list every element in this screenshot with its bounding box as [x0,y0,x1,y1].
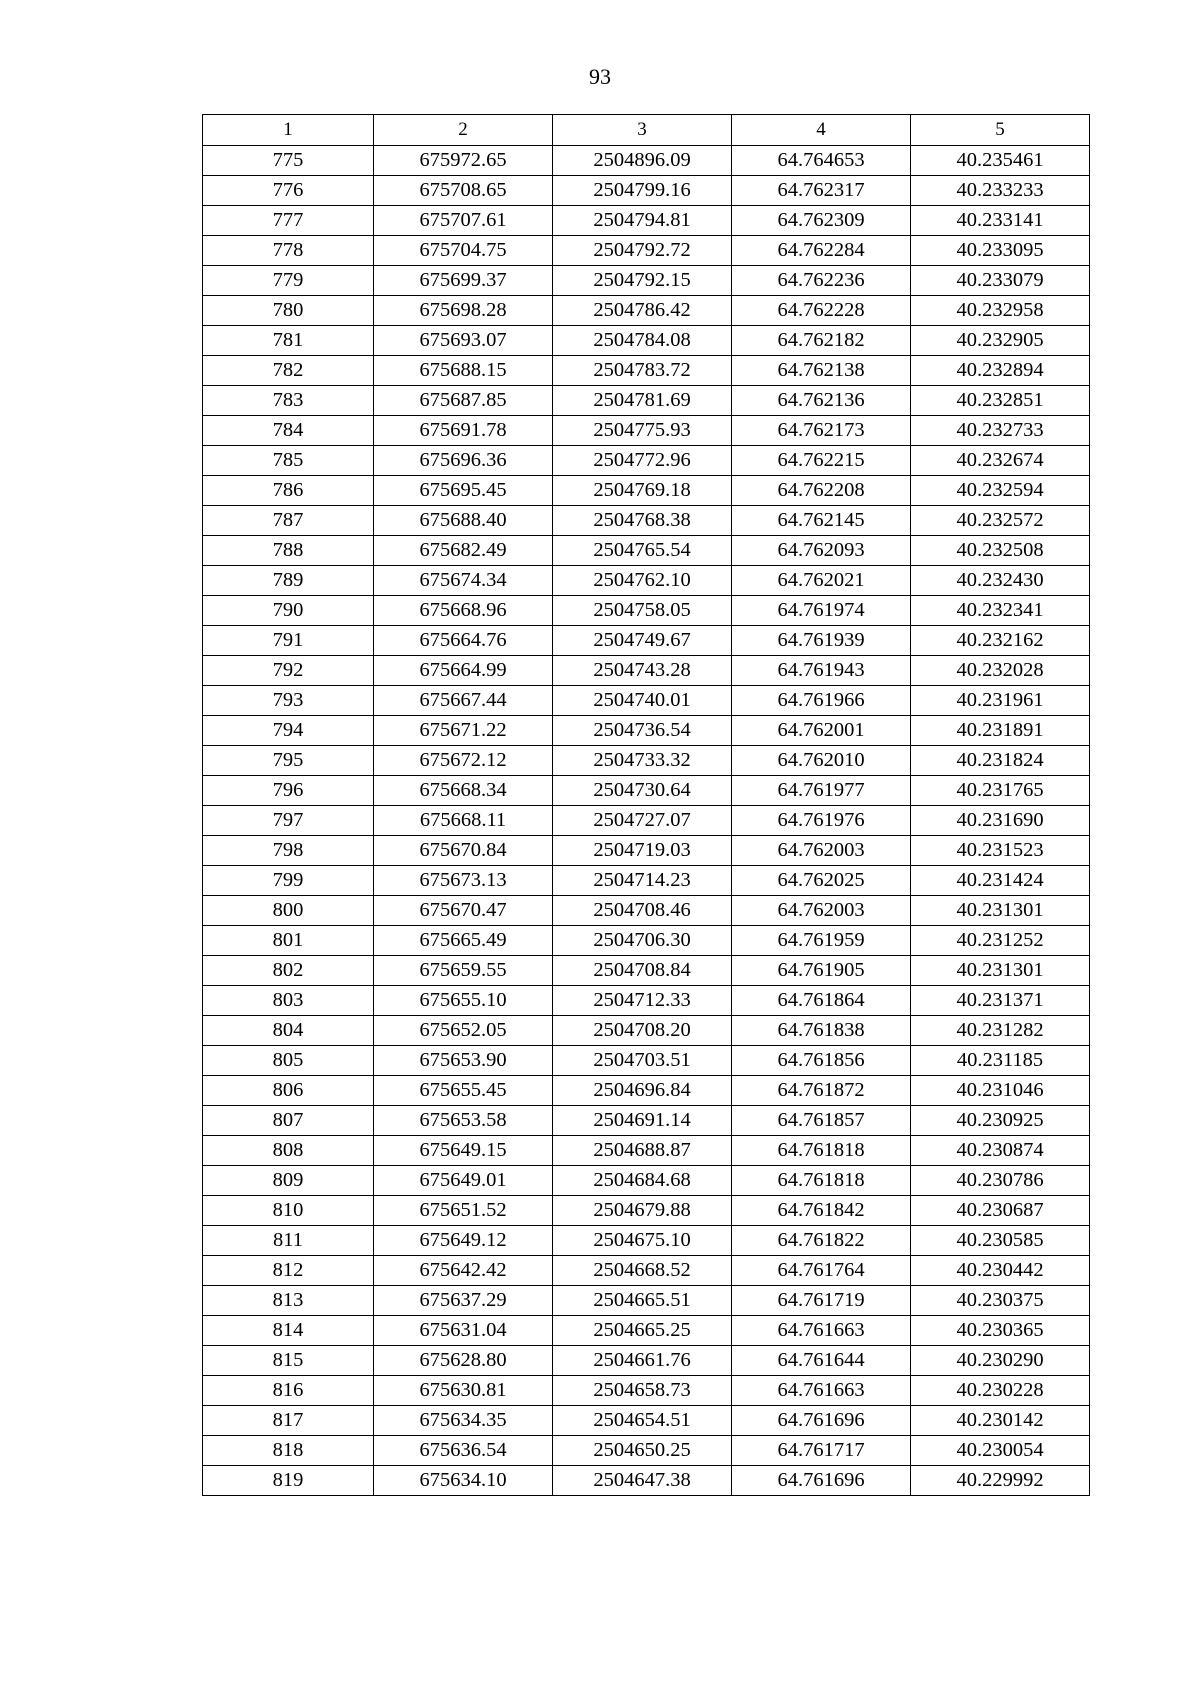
point-number-cell: 814 [203,1316,374,1346]
longitude-cell: 40.231523 [911,836,1090,866]
point-number-cell: 780 [203,296,374,326]
y-coordinate-cell: 2504736.54 [553,716,732,746]
table-row [203,446,1090,476]
table-row [203,866,1090,896]
y-coordinate-cell: 2504743.28 [553,656,732,686]
x-coordinate-cell: 675682.49 [374,536,553,566]
longitude-cell: 40.231282 [911,1016,1090,1046]
latitude-cell: 64.761856 [732,1046,911,1076]
x-coordinate-cell: 675655.10 [374,986,553,1016]
latitude-cell: 64.761959 [732,926,911,956]
point-number-cell: 782 [203,356,374,386]
point-number-cell: 818 [203,1436,374,1466]
point-number-cell: 781 [203,326,374,356]
latitude-cell: 64.761966 [732,686,911,716]
y-coordinate-cell: 2504708.84 [553,956,732,986]
latitude-cell: 64.762138 [732,356,911,386]
point-number-cell: 792 [203,656,374,686]
point-number-cell: 784 [203,416,374,446]
x-coordinate-cell: 675698.28 [374,296,553,326]
x-coordinate-cell: 675655.45 [374,1076,553,1106]
y-coordinate-cell: 2504696.84 [553,1076,732,1106]
latitude-cell: 64.762001 [732,716,911,746]
table-row [203,926,1090,956]
x-coordinate-cell: 675670.84 [374,836,553,866]
latitude-cell: 64.761838 [732,1016,911,1046]
x-coordinate-cell: 675651.52 [374,1196,553,1226]
point-number-cell: 805 [203,1046,374,1076]
x-coordinate-cell: 675665.49 [374,926,553,956]
longitude-cell: 40.231765 [911,776,1090,806]
table-row [203,626,1090,656]
longitude-cell: 40.233095 [911,236,1090,266]
x-coordinate-cell: 675630.81 [374,1376,553,1406]
point-number-cell: 791 [203,626,374,656]
point-number-cell: 811 [203,1226,374,1256]
longitude-cell: 40.232028 [911,656,1090,686]
x-coordinate-cell: 675674.34 [374,566,553,596]
x-coordinate-cell: 675659.55 [374,956,553,986]
y-coordinate-cell: 2504661.76 [553,1346,732,1376]
y-coordinate-cell: 2504658.73 [553,1376,732,1406]
y-coordinate-cell: 2504799.16 [553,176,732,206]
longitude-cell: 40.230054 [911,1436,1090,1466]
latitude-cell: 64.762010 [732,746,911,776]
x-coordinate-cell: 675664.76 [374,626,553,656]
y-coordinate-cell: 2504768.38 [553,506,732,536]
y-coordinate-cell: 2504719.03 [553,836,732,866]
y-coordinate-cell: 2504775.93 [553,416,732,446]
latitude-cell: 64.761857 [732,1106,911,1136]
x-coordinate-cell: 675649.15 [374,1136,553,1166]
x-coordinate-cell: 675708.65 [374,176,553,206]
x-coordinate-cell: 675628.80 [374,1346,553,1376]
point-number-cell: 803 [203,986,374,1016]
table-row [203,1046,1090,1076]
x-coordinate-cell: 675653.58 [374,1106,553,1136]
x-coordinate-cell: 675704.75 [374,236,553,266]
table-header [203,115,1090,146]
longitude-cell: 40.232851 [911,386,1090,416]
x-coordinate-cell: 675668.34 [374,776,553,806]
table-row [203,416,1090,446]
longitude-cell: 40.230442 [911,1256,1090,1286]
point-number-cell: 789 [203,566,374,596]
point-number-cell: 785 [203,446,374,476]
point-number-cell: 800 [203,896,374,926]
table-row [203,986,1090,1016]
column-header-5: 5 [911,115,1090,146]
x-coordinate-cell: 675649.12 [374,1226,553,1256]
y-coordinate-cell: 2504781.69 [553,386,732,416]
latitude-cell: 64.761663 [732,1376,911,1406]
x-coordinate-cell: 675642.42 [374,1256,553,1286]
y-coordinate-cell: 2504783.72 [553,356,732,386]
longitude-cell: 40.231690 [911,806,1090,836]
latitude-cell: 64.762003 [732,836,911,866]
longitude-cell: 40.231824 [911,746,1090,776]
latitude-cell: 64.761822 [732,1226,911,1256]
longitude-cell: 40.232508 [911,536,1090,566]
longitude-cell: 40.232733 [911,416,1090,446]
table-row [203,1346,1090,1376]
x-coordinate-cell: 675687.85 [374,386,553,416]
latitude-cell: 64.762228 [732,296,911,326]
y-coordinate-cell: 2504712.33 [553,986,732,1016]
x-coordinate-cell: 675670.47 [374,896,553,926]
point-number-cell: 813 [203,1286,374,1316]
x-coordinate-cell: 675672.12 [374,746,553,776]
table-row [203,1226,1090,1256]
table-row [203,506,1090,536]
longitude-cell: 40.230585 [911,1226,1090,1256]
longitude-cell: 40.231185 [911,1046,1090,1076]
y-coordinate-cell: 2504749.67 [553,626,732,656]
table-row [203,566,1090,596]
point-number-cell: 777 [203,206,374,236]
latitude-cell: 64.761764 [732,1256,911,1286]
point-number-cell: 812 [203,1256,374,1286]
x-coordinate-cell: 675972.65 [374,146,553,176]
longitude-cell: 40.231046 [911,1076,1090,1106]
y-coordinate-cell: 2504688.87 [553,1136,732,1166]
latitude-cell: 64.761696 [732,1406,911,1436]
point-number-cell: 790 [203,596,374,626]
longitude-cell: 40.231891 [911,716,1090,746]
point-number-cell: 807 [203,1106,374,1136]
latitude-cell: 64.762236 [732,266,911,296]
x-coordinate-cell: 675664.99 [374,656,553,686]
longitude-cell: 40.231424 [911,866,1090,896]
column-header-4: 4 [732,115,911,146]
latitude-cell: 64.761818 [732,1136,911,1166]
y-coordinate-cell: 2504675.10 [553,1226,732,1256]
y-coordinate-cell: 2504786.42 [553,296,732,326]
y-coordinate-cell: 2504794.81 [553,206,732,236]
table-row [203,1316,1090,1346]
column-header-3: 3 [553,115,732,146]
latitude-cell: 64.762317 [732,176,911,206]
x-coordinate-cell: 675667.44 [374,686,553,716]
longitude-cell: 40.230290 [911,1346,1090,1376]
table-row [203,896,1090,926]
y-coordinate-cell: 2504792.72 [553,236,732,266]
latitude-cell: 64.761663 [732,1316,911,1346]
y-coordinate-cell: 2504691.14 [553,1106,732,1136]
longitude-cell: 40.229992 [911,1466,1090,1496]
latitude-cell: 64.761644 [732,1346,911,1376]
header-row [203,115,1090,146]
latitude-cell: 64.762025 [732,866,911,896]
y-coordinate-cell: 2504650.25 [553,1436,732,1466]
point-number-cell: 795 [203,746,374,776]
y-coordinate-cell: 2504679.88 [553,1196,732,1226]
point-number-cell: 817 [203,1406,374,1436]
point-number-cell: 776 [203,176,374,206]
y-coordinate-cell: 2504708.46 [553,896,732,926]
x-coordinate-cell: 675636.54 [374,1436,553,1466]
point-number-cell: 775 [203,146,374,176]
column-header-1: 1 [203,115,374,146]
x-coordinate-cell: 675668.11 [374,806,553,836]
table-row [203,206,1090,236]
table-row [203,146,1090,176]
table-row [203,1166,1090,1196]
point-number-cell: 815 [203,1346,374,1376]
table-row [203,776,1090,806]
table-row [203,386,1090,416]
latitude-cell: 64.762173 [732,416,911,446]
column-header-2: 2 [374,115,553,146]
longitude-cell: 40.233079 [911,266,1090,296]
x-coordinate-cell: 675695.45 [374,476,553,506]
longitude-cell: 40.231961 [911,686,1090,716]
point-number-cell: 810 [203,1196,374,1226]
table-row [203,1076,1090,1106]
point-number-cell: 801 [203,926,374,956]
table-row [203,296,1090,326]
x-coordinate-cell: 675634.35 [374,1406,553,1436]
y-coordinate-cell: 2504714.23 [553,866,732,896]
x-coordinate-cell: 675668.96 [374,596,553,626]
y-coordinate-cell: 2504792.15 [553,266,732,296]
table-row [203,1436,1090,1466]
latitude-cell: 64.761974 [732,596,911,626]
longitude-cell: 40.232430 [911,566,1090,596]
y-coordinate-cell: 2504733.32 [553,746,732,776]
latitude-cell: 64.761939 [732,626,911,656]
point-number-cell: 786 [203,476,374,506]
y-coordinate-cell: 2504668.52 [553,1256,732,1286]
point-number-cell: 799 [203,866,374,896]
y-coordinate-cell: 2504765.54 [553,536,732,566]
latitude-cell: 64.761864 [732,986,911,1016]
table-row [203,356,1090,386]
longitude-cell: 40.232341 [911,596,1090,626]
latitude-cell: 64.762182 [732,326,911,356]
y-coordinate-cell: 2504654.51 [553,1406,732,1436]
point-number-cell: 796 [203,776,374,806]
point-number-cell: 797 [203,806,374,836]
point-number-cell: 809 [203,1166,374,1196]
x-coordinate-cell: 675696.36 [374,446,553,476]
y-coordinate-cell: 2504647.38 [553,1466,732,1496]
table-row [203,236,1090,266]
table-row [203,1016,1090,1046]
y-coordinate-cell: 2504896.09 [553,146,732,176]
latitude-cell: 64.762309 [732,206,911,236]
latitude-cell: 64.761818 [732,1166,911,1196]
latitude-cell: 64.762136 [732,386,911,416]
longitude-cell: 40.233141 [911,206,1090,236]
table-row [203,716,1090,746]
y-coordinate-cell: 2504730.64 [553,776,732,806]
longitude-cell: 40.231371 [911,986,1090,1016]
x-coordinate-cell: 675652.05 [374,1016,553,1046]
x-coordinate-cell: 675637.29 [374,1286,553,1316]
table-row [203,1136,1090,1166]
longitude-cell: 40.232674 [911,446,1090,476]
table-row [203,746,1090,776]
y-coordinate-cell: 2504706.30 [553,926,732,956]
longitude-cell: 40.232572 [911,506,1090,536]
point-number-cell: 788 [203,536,374,566]
x-coordinate-cell: 675673.13 [374,866,553,896]
point-number-cell: 778 [203,236,374,266]
x-coordinate-cell: 675631.04 [374,1316,553,1346]
table-row [203,326,1090,356]
longitude-cell: 40.230687 [911,1196,1090,1226]
longitude-cell: 40.231252 [911,926,1090,956]
table-row [203,476,1090,506]
point-number-cell: 793 [203,686,374,716]
latitude-cell: 64.762208 [732,476,911,506]
latitude-cell: 64.764653 [732,146,911,176]
latitude-cell: 64.761842 [732,1196,911,1226]
x-coordinate-cell: 675688.40 [374,506,553,536]
latitude-cell: 64.762145 [732,506,911,536]
latitude-cell: 64.762284 [732,236,911,266]
point-number-cell: 783 [203,386,374,416]
point-number-cell: 779 [203,266,374,296]
longitude-cell: 40.230365 [911,1316,1090,1346]
x-coordinate-cell: 675634.10 [374,1466,553,1496]
y-coordinate-cell: 2504762.10 [553,566,732,596]
latitude-cell: 64.761977 [732,776,911,806]
latitude-cell: 64.761872 [732,1076,911,1106]
x-coordinate-cell: 675699.37 [374,266,553,296]
longitude-cell: 40.230142 [911,1406,1090,1436]
point-number-cell: 806 [203,1076,374,1106]
y-coordinate-cell: 2504684.68 [553,1166,732,1196]
table-row [203,1286,1090,1316]
x-coordinate-cell: 675691.78 [374,416,553,446]
longitude-cell: 40.233233 [911,176,1090,206]
y-coordinate-cell: 2504740.01 [553,686,732,716]
x-coordinate-cell: 675707.61 [374,206,553,236]
x-coordinate-cell: 675653.90 [374,1046,553,1076]
y-coordinate-cell: 2504665.25 [553,1316,732,1346]
table-row [203,266,1090,296]
table-row [203,1256,1090,1286]
longitude-cell: 40.230874 [911,1136,1090,1166]
latitude-cell: 64.761976 [732,806,911,836]
latitude-cell: 64.761717 [732,1436,911,1466]
latitude-cell: 64.762021 [732,566,911,596]
longitude-cell: 40.232905 [911,326,1090,356]
longitude-cell: 40.231301 [911,956,1090,986]
point-number-cell: 794 [203,716,374,746]
table-row [203,1196,1090,1226]
longitude-cell: 40.232894 [911,356,1090,386]
table-row [203,596,1090,626]
table-row [203,836,1090,866]
y-coordinate-cell: 2504772.96 [553,446,732,476]
point-number-cell: 798 [203,836,374,866]
y-coordinate-cell: 2504703.51 [553,1046,732,1076]
table-row [203,1406,1090,1436]
longitude-cell: 40.235461 [911,146,1090,176]
table-row [203,956,1090,986]
longitude-cell: 40.232162 [911,626,1090,656]
latitude-cell: 64.761943 [732,656,911,686]
y-coordinate-cell: 2504708.20 [553,1016,732,1046]
longitude-cell: 40.230786 [911,1166,1090,1196]
longitude-cell: 40.232958 [911,296,1090,326]
point-number-cell: 787 [203,506,374,536]
x-coordinate-cell: 675693.07 [374,326,553,356]
y-coordinate-cell: 2504727.07 [553,806,732,836]
longitude-cell: 40.230925 [911,1106,1090,1136]
longitude-cell: 40.230228 [911,1376,1090,1406]
table-row [203,806,1090,836]
point-number-cell: 819 [203,1466,374,1496]
longitude-cell: 40.232594 [911,476,1090,506]
point-number-cell: 802 [203,956,374,986]
table-body [203,146,1090,1496]
coordinates-table [202,114,1090,1496]
table-row [203,536,1090,566]
page-number: 93 [589,64,611,89]
y-coordinate-cell: 2504784.08 [553,326,732,356]
x-coordinate-cell: 675671.22 [374,716,553,746]
table-row [203,686,1090,716]
longitude-cell: 40.230375 [911,1286,1090,1316]
x-coordinate-cell: 675688.15 [374,356,553,386]
latitude-cell: 64.761719 [732,1286,911,1316]
y-coordinate-cell: 2504769.18 [553,476,732,506]
table-row [203,1106,1090,1136]
x-coordinate-cell: 675649.01 [374,1166,553,1196]
latitude-cell: 64.761696 [732,1466,911,1496]
point-number-cell: 804 [203,1016,374,1046]
latitude-cell: 64.762093 [732,536,911,566]
table-row [203,1376,1090,1406]
table-row [203,1466,1090,1496]
table-row [203,176,1090,206]
latitude-cell: 64.761905 [732,956,911,986]
longitude-cell: 40.231301 [911,896,1090,926]
y-coordinate-cell: 2504665.51 [553,1286,732,1316]
table-row [203,656,1090,686]
y-coordinate-cell: 2504758.05 [553,596,732,626]
point-number-cell: 816 [203,1376,374,1406]
latitude-cell: 64.762215 [732,446,911,476]
point-number-cell: 808 [203,1136,374,1166]
latitude-cell: 64.762003 [732,896,911,926]
